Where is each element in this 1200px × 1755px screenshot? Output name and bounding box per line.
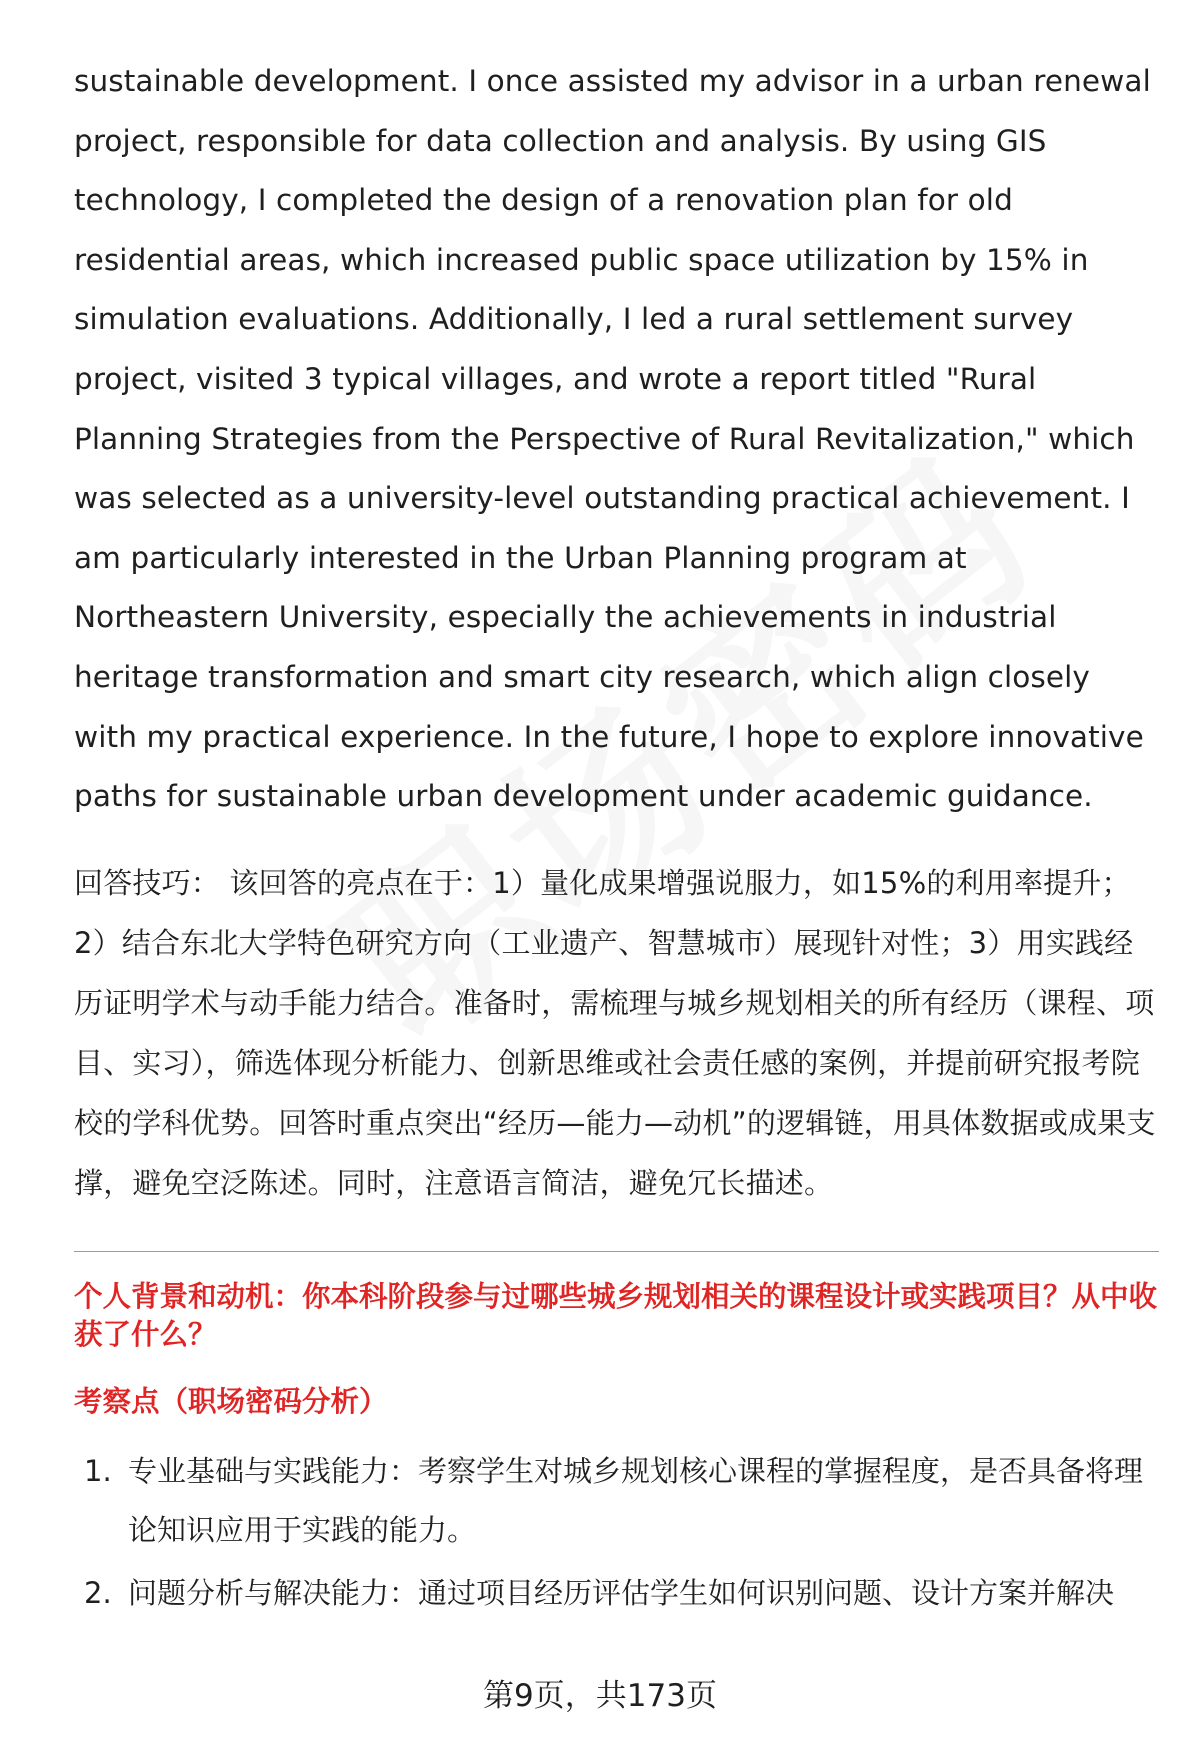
tips-text: 该回答的亮点在于：1）量化成果增强说服力，如15%的利用率提升；2）结合东北大学特色研究方向（工业遗产、智慧城市）展现针对性；3）用实践经历证明学术与动手能力结合。准备时，需梳理与城乡规划相关的所有经历（课程、项目、实习），筛选体现分析能力、创新思维或社会责任感的案例，并提前研究报考院校的学科优势。回答时重点突出“经历—能力—动机”的逻辑链，用具体数据或成果支撑，避免空泛陈述。同时，注意语言简洁，避免冗长描述。 [74, 865, 1156, 1200]
page-footer: 第9页，共173页 [483, 1678, 717, 1714]
answer-paragraph: sustainable development. I once assisted my advisor in a urban renewal project, responsible for data collection and analysis. By using GIS technology, I completed the design of a renovation plan for old residential areas, which increased public space utilization by 15% in simulation evaluations. Additionally, I led a rural settlement survey project, visited 3 typical villages, and wrote a report titled "Rural Planning Strategies from the Perspective of Rural Revitalization," which was selected as a university-level outstanding practical achievement. I am particularly interested in the Urban Planning program at Northeastern University, especially the achievements in industrial heritage transformation and smart city research, which align closely with my practical experience. In the future, I hope to explore innovative paths for sustainable urban development under academic guidance. [74, 64, 1151, 814]
section-divider [74, 1251, 1159, 1252]
list-item-number: 1. [84, 1453, 112, 1488]
assessment-points-list [74, 1442, 1159, 1623]
list-item [74, 1564, 1159, 1623]
list-item-text: 问题分析与解决能力：通过项目经历评估学生如何识别问题、设计方案并解决 [128, 1575, 1115, 1610]
section-title: 考察点（职场密码分析） [74, 1384, 388, 1418]
answer-tips [74, 853, 1159, 1213]
question-heading: 个人背景和动机：你本科阶段参与过哪些城乡规划相关的课程设计或实践项目？从中收获了什么？ [74, 1279, 1158, 1351]
document-page [74, 52, 1159, 1627]
list-item-text: 专业基础与实践能力：考察学生对城乡规划核心课程的掌握程度，是否具备将理论知识应用于实践的能力。 [128, 1453, 1144, 1547]
list-item-number: 2. [84, 1575, 112, 1610]
tips-label: 回答技巧： [74, 865, 221, 900]
list-item [74, 1442, 1159, 1560]
